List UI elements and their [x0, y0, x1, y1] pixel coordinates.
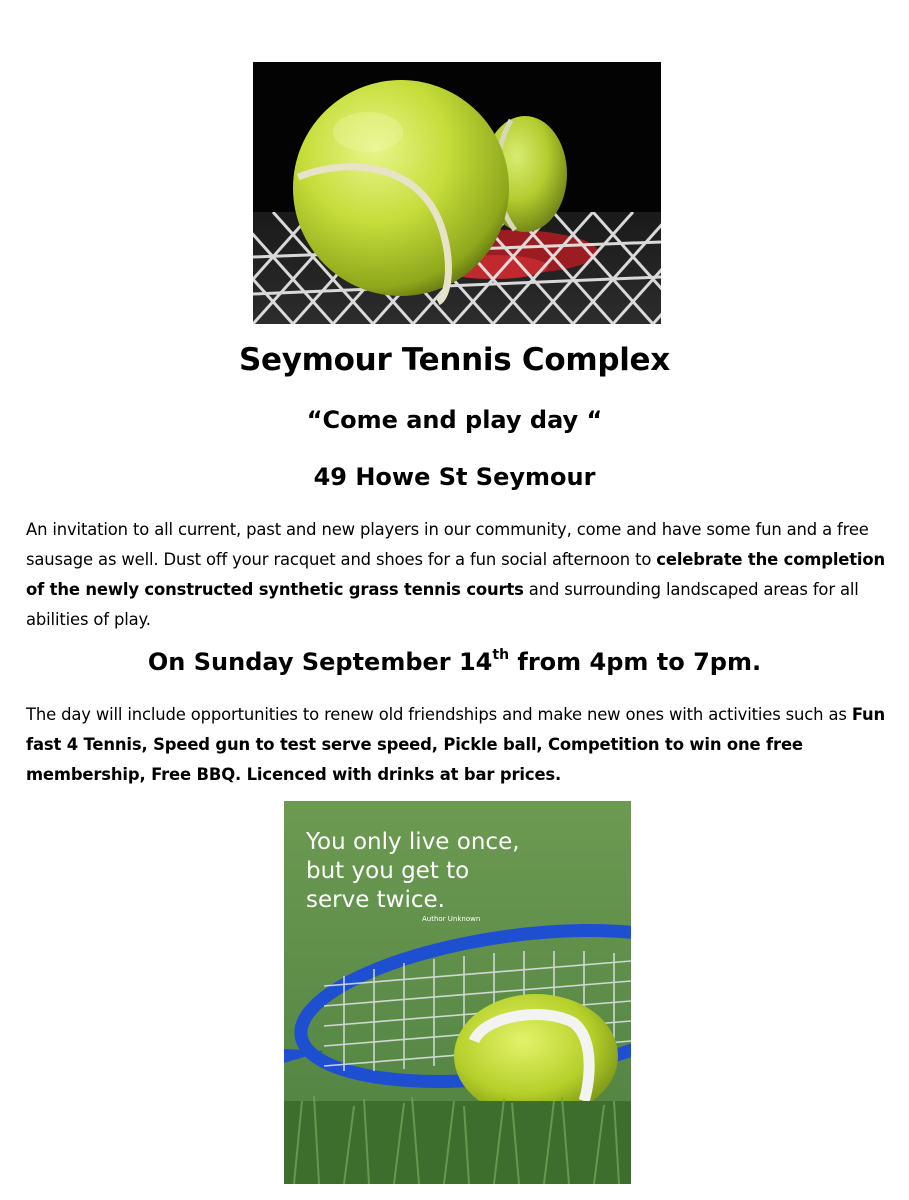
page-title: Seymour Tennis Complex — [239, 342, 670, 378]
event-subtitle: “Come and play day “ — [306, 406, 603, 434]
event-date-suffix: th — [492, 647, 510, 663]
event-date-after: from 4pm to 7pm. — [509, 648, 762, 676]
poster-quote-line2: but you get to — [306, 858, 470, 884]
quote-poster — [284, 801, 631, 1184]
poster-quote-line3: serve twice. — [306, 887, 445, 913]
intro-paragraph — [26, 515, 896, 635]
details-paragraph — [26, 700, 896, 790]
intro-text-bold: celebrate the completion of the newly constructed synthetic grass tennis courts — [26, 550, 886, 599]
poster-attribution: Author Unknown — [422, 915, 481, 923]
intro-text-start: An invitation to all current, past and new players in our community, come and have some fun and a free sausage as well. Dust off your racquet and shoes for a fun social afternoon to — [26, 520, 869, 569]
poster-quote-line1: You only live once, — [306, 829, 520, 855]
tennis-balls-photo — [253, 62, 661, 324]
event-date-before: On Sunday September 14 — [147, 648, 493, 676]
intro-text-end: and surrounding landscaped areas for all abilities of play. — [26, 580, 859, 629]
details-text-start: The day will include opportunities to renew old friendships and make new ones with activities such as — [26, 705, 852, 724]
event-date — [0, 648, 909, 676]
details-text-bold: Fun fast 4 Tennis, Speed gun to test serve speed, Pickle ball, Competition to win one free membership, Free BBQ. Licenced with drinks at bar prices. — [26, 705, 886, 784]
event-address: 49 Howe St Seymour — [313, 463, 596, 491]
